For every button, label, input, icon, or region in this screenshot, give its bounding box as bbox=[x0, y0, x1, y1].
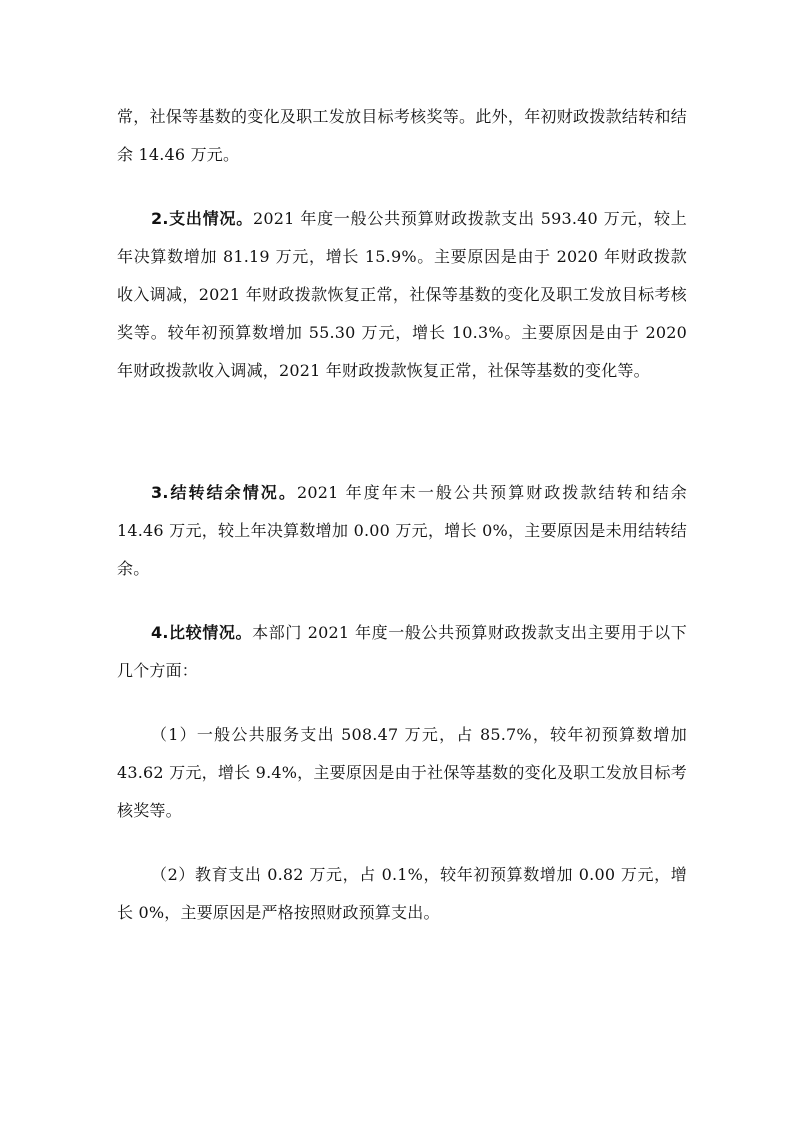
section-heading: 4.比较情况。 bbox=[151, 623, 253, 642]
paragraph-continuation bbox=[117, 98, 687, 174]
paragraph-text: 2021 年度年末一般公共预算财政拨款结转和结余 14.46 万元，较上年决算数增加 0.00 万元，增长 0%，主要原因是未用结转结余。 bbox=[117, 483, 687, 578]
paragraph-carryover bbox=[117, 474, 687, 588]
section-heading: 3.结转结余情况。 bbox=[151, 483, 297, 502]
paragraph-item-education bbox=[117, 856, 687, 932]
paragraph-text: （1）一般公共服务支出 508.47 万元，占 85.7%，较年初预算数增加 43.62 万元，增长 9.4%，主要原因是由于社保等基数的变化及职工发放目标考核奖等。 bbox=[117, 725, 687, 820]
section-heading: 2.支出情况。 bbox=[151, 209, 253, 228]
paragraph-text: 常，社保等基数的变化及职工发放目标考核奖等。此外，年初财政拨款结转和结余 14.46 万元。 bbox=[117, 107, 687, 164]
paragraph-expenditure bbox=[117, 200, 687, 390]
paragraph-comparison bbox=[117, 614, 687, 690]
paragraph-item-general-services bbox=[117, 716, 687, 830]
paragraph-text: 本部门 2021 年度一般公共预算财政拨款支出主要用于以下几个方面： bbox=[117, 623, 687, 680]
paragraph-text: （2）教育支出 0.82 万元，占 0.1%，较年初预算数增加 0.00 万元，增长 0%，主要原因是严格按照财政预算支出。 bbox=[117, 865, 687, 922]
paragraph-text: 2021 年度一般公共预算财政拨款支出 593.40 万元，较上年决算数增加 81.19 万元，增长 15.9%。主要原因是由于 2020 年财政拨款收入调减，2021 年财政拨款恢复正常，社保等基数的变化及职工发放目标考核奖等。较年初预算数增加 55.30 万元，增长 10.3%。主要原因是由于 2020 年财政拨款收入调减，2021 年财政拨款恢复正常，社保等基数的变化等。 bbox=[117, 209, 687, 380]
